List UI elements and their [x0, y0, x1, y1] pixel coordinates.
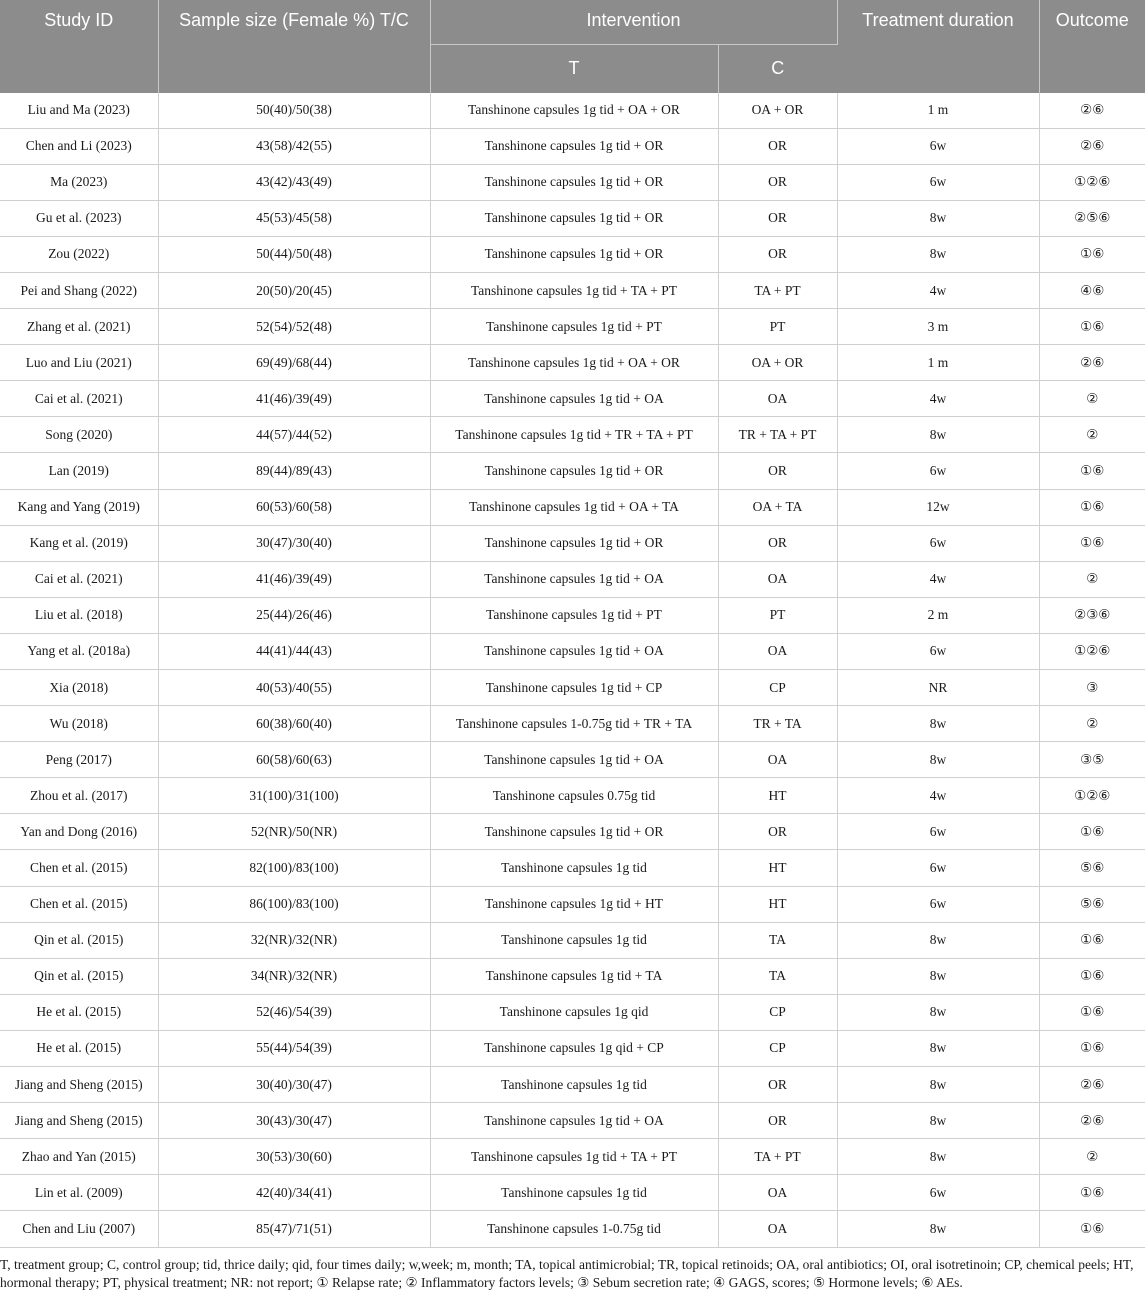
- intervention-t-cell: Tanshinone capsules 1g qid: [430, 994, 718, 1030]
- intervention-c-cell: CP: [718, 670, 837, 706]
- table-row: [0, 417, 1145, 453]
- sample-size-cell: 44(41)/44(43): [158, 633, 430, 669]
- duration-cell: 6w: [837, 850, 1039, 886]
- intervention-t-cell: Tanshinone capsules 1g tid + CP: [430, 670, 718, 706]
- intervention-t-cell: Tanshinone capsules 1g tid + OR: [430, 128, 718, 164]
- intervention-t-cell: Tanshinone capsules 1g tid + OA: [430, 381, 718, 417]
- duration-cell: 6w: [837, 164, 1039, 200]
- sample-size-cell: 50(40)/50(38): [158, 93, 430, 129]
- intervention-c-cell: HT: [718, 886, 837, 922]
- sample-size-cell: 82(100)/83(100): [158, 850, 430, 886]
- study-id-cell: Chen et al. (2015): [0, 886, 158, 922]
- intervention-c-cell: OA: [718, 1211, 837, 1247]
- study-id-cell: Cai et al. (2021): [0, 381, 158, 417]
- sample-size-cell: 30(53)/30(60): [158, 1139, 430, 1175]
- intervention-c-cell: PT: [718, 597, 837, 633]
- duration-cell: 8w: [837, 1211, 1039, 1247]
- duration-cell: 8w: [837, 1030, 1039, 1066]
- study-id-cell: Ma (2023): [0, 164, 158, 200]
- table-body: [0, 93, 1145, 1248]
- table-row: [0, 742, 1145, 778]
- table-row: [0, 381, 1145, 417]
- sample-size-cell: 55(44)/54(39): [158, 1030, 430, 1066]
- table-row: [0, 1139, 1145, 1175]
- outcome-cell: ②⑥: [1039, 1067, 1145, 1103]
- outcome-cell: ①⑥: [1039, 1175, 1145, 1211]
- sample-size-cell: 52(NR)/50(NR): [158, 814, 430, 850]
- intervention-c-cell: OR: [718, 164, 837, 200]
- study-id-cell: Xia (2018): [0, 670, 158, 706]
- sample-size-cell: 60(38)/60(40): [158, 706, 430, 742]
- sample-size-cell: 31(100)/31(100): [158, 778, 430, 814]
- table-row: [0, 128, 1145, 164]
- duration-cell: 3 m: [837, 309, 1039, 345]
- intervention-t-cell: Tanshinone capsules 1g tid + PT: [430, 597, 718, 633]
- intervention-c-cell: TR + TA + PT: [718, 417, 837, 453]
- study-id-cell: Qin et al. (2015): [0, 958, 158, 994]
- table-row: [0, 309, 1145, 345]
- intervention-t-cell: Tanshinone capsules 1g qid + CP: [430, 1030, 718, 1066]
- study-id-cell: Chen and Liu (2007): [0, 1211, 158, 1247]
- study-id-cell: Lin et al. (2009): [0, 1175, 158, 1211]
- intervention-c-cell: TA: [718, 922, 837, 958]
- header-intervention-c: C: [718, 44, 837, 93]
- outcome-cell: ②③⑥: [1039, 597, 1145, 633]
- outcome-cell: ②: [1039, 706, 1145, 742]
- table-row: [0, 1030, 1145, 1066]
- header-outcome: Outcome: [1039, 0, 1145, 93]
- intervention-c-cell: PT: [718, 309, 837, 345]
- outcome-cell: ③⑤: [1039, 742, 1145, 778]
- sample-size-cell: 40(53)/40(55): [158, 670, 430, 706]
- outcome-cell: ①⑥: [1039, 958, 1145, 994]
- outcome-cell: ①⑥: [1039, 1211, 1145, 1247]
- study-id-cell: Peng (2017): [0, 742, 158, 778]
- outcome-cell: ②⑥: [1039, 1103, 1145, 1139]
- duration-cell: 6w: [837, 814, 1039, 850]
- study-id-cell: Zou (2022): [0, 236, 158, 272]
- duration-cell: 8w: [837, 742, 1039, 778]
- intervention-t-cell: Tanshinone capsules 1g tid + OA: [430, 633, 718, 669]
- outcome-cell: ①⑥: [1039, 309, 1145, 345]
- sample-size-cell: 50(44)/50(48): [158, 236, 430, 272]
- table-row: [0, 597, 1145, 633]
- header-intervention-t: T: [430, 44, 718, 93]
- intervention-t-cell: Tanshinone capsules 1g tid + OR: [430, 200, 718, 236]
- intervention-c-cell: OR: [718, 1067, 837, 1103]
- table-row: [0, 561, 1145, 597]
- study-id-cell: Luo and Liu (2021): [0, 345, 158, 381]
- intervention-t-cell: Tanshinone capsules 1g tid + OA: [430, 561, 718, 597]
- duration-cell: 8w: [837, 958, 1039, 994]
- table-row: [0, 850, 1145, 886]
- intervention-c-cell: HT: [718, 778, 837, 814]
- intervention-t-cell: Tanshinone capsules 1g tid + OA + OR: [430, 93, 718, 129]
- outcome-cell: ②⑥: [1039, 128, 1145, 164]
- duration-cell: 8w: [837, 922, 1039, 958]
- outcome-cell: ①②⑥: [1039, 164, 1145, 200]
- sample-size-cell: 60(58)/60(63): [158, 742, 430, 778]
- intervention-c-cell: OR: [718, 525, 837, 561]
- duration-cell: 1 m: [837, 93, 1039, 129]
- table-row: [0, 814, 1145, 850]
- intervention-t-cell: Tanshinone capsules 1g tid + OR: [430, 236, 718, 272]
- duration-cell: 1 m: [837, 345, 1039, 381]
- duration-cell: 8w: [837, 417, 1039, 453]
- duration-cell: 8w: [837, 1103, 1039, 1139]
- intervention-c-cell: OA + OR: [718, 93, 837, 129]
- sample-size-cell: 43(58)/42(55): [158, 128, 430, 164]
- sample-size-cell: 25(44)/26(46): [158, 597, 430, 633]
- sample-size-cell: 52(54)/52(48): [158, 309, 430, 345]
- intervention-c-cell: OR: [718, 814, 837, 850]
- study-id-cell: He et al. (2015): [0, 994, 158, 1030]
- intervention-t-cell: Tanshinone capsules 1g tid + OR: [430, 453, 718, 489]
- intervention-t-cell: Tanshinone capsules 1g tid + TR + TA + PT: [430, 417, 718, 453]
- study-id-cell: Gu et al. (2023): [0, 200, 158, 236]
- intervention-t-cell: Tanshinone capsules 1g tid: [430, 850, 718, 886]
- intervention-c-cell: TA: [718, 958, 837, 994]
- duration-cell: 8w: [837, 1139, 1039, 1175]
- intervention-c-cell: OA: [718, 1175, 837, 1211]
- sample-size-cell: 30(40)/30(47): [158, 1067, 430, 1103]
- study-id-cell: Zhao and Yan (2015): [0, 1139, 158, 1175]
- table-row: [0, 633, 1145, 669]
- table-footnote: T, treatment group; C, control group; tid, thrice daily; qid, four times daily; w,week; m, month; TA, topical antimicrobial; TR, topical retinoids; OA, oral antibiotics; OI, oral isotretinoin; CP, chemical peels; HT, hormonal therapy; PT, physical treatment; NR: not report; ① Relapse rate; ② Inflammatory factors levels; ③ Sebum secretion rate; ④ GAGS, scores; ⑤ Hormone levels; ⑥ AEs.: [0, 1256, 1134, 1290]
- study-id-cell: Liu and Ma (2023): [0, 93, 158, 129]
- header-sample-size: Sample size (Female %) T/C: [158, 0, 430, 93]
- intervention-c-cell: OR: [718, 1103, 837, 1139]
- intervention-t-cell: Tanshinone capsules 1g tid + HT: [430, 886, 718, 922]
- study-id-cell: Song (2020): [0, 417, 158, 453]
- outcome-cell: ①⑥: [1039, 1030, 1145, 1066]
- duration-cell: 6w: [837, 633, 1039, 669]
- sample-size-cell: 89(44)/89(43): [158, 453, 430, 489]
- table-row: [0, 489, 1145, 525]
- duration-cell: 8w: [837, 200, 1039, 236]
- outcome-cell: ①⑥: [1039, 525, 1145, 561]
- sample-size-cell: 30(47)/30(40): [158, 525, 430, 561]
- study-id-cell: Zhou et al. (2017): [0, 778, 158, 814]
- study-id-cell: Kang and Yang (2019): [0, 489, 158, 525]
- table-row: [0, 670, 1145, 706]
- outcome-cell: ①⑥: [1039, 453, 1145, 489]
- table-row: [0, 93, 1145, 129]
- table-row: [0, 1103, 1145, 1139]
- outcome-cell: ①⑥: [1039, 236, 1145, 272]
- sample-size-cell: 52(46)/54(39): [158, 994, 430, 1030]
- intervention-c-cell: TR + TA: [718, 706, 837, 742]
- study-id-cell: Wu (2018): [0, 706, 158, 742]
- intervention-t-cell: Tanshinone capsules 1g tid + OA: [430, 742, 718, 778]
- study-id-cell: Lan (2019): [0, 453, 158, 489]
- outcome-cell: ⑤⑥: [1039, 850, 1145, 886]
- study-id-cell: Kang et al. (2019): [0, 525, 158, 561]
- outcome-cell: ①②⑥: [1039, 633, 1145, 669]
- study-id-cell: Jiang and Sheng (2015): [0, 1103, 158, 1139]
- outcome-cell: ①⑥: [1039, 489, 1145, 525]
- intervention-c-cell: TA + PT: [718, 1139, 837, 1175]
- intervention-t-cell: Tanshinone capsules 1g tid + OR: [430, 814, 718, 850]
- table-row: [0, 706, 1145, 742]
- outcome-cell: ⑤⑥: [1039, 886, 1145, 922]
- sample-size-cell: 41(46)/39(49): [158, 381, 430, 417]
- outcome-cell: ①⑥: [1039, 922, 1145, 958]
- intervention-t-cell: Tanshinone capsules 0.75g tid: [430, 778, 718, 814]
- duration-cell: 4w: [837, 272, 1039, 308]
- study-id-cell: Zhang et al. (2021): [0, 309, 158, 345]
- sample-size-cell: 43(42)/43(49): [158, 164, 430, 200]
- table-row: [0, 200, 1145, 236]
- sample-size-cell: 45(53)/45(58): [158, 200, 430, 236]
- intervention-c-cell: OA: [718, 633, 837, 669]
- duration-cell: 6w: [837, 453, 1039, 489]
- intervention-t-cell: Tanshinone capsules 1g tid + OR: [430, 164, 718, 200]
- outcome-cell: ①⑥: [1039, 814, 1145, 850]
- sample-size-cell: 60(53)/60(58): [158, 489, 430, 525]
- intervention-t-cell: Tanshinone capsules 1g tid: [430, 1067, 718, 1103]
- sample-size-cell: 44(57)/44(52): [158, 417, 430, 453]
- table-row: [0, 994, 1145, 1030]
- table-row: [0, 886, 1145, 922]
- intervention-t-cell: Tanshinone capsules 1g tid + TA: [430, 958, 718, 994]
- table-row: [0, 778, 1145, 814]
- duration-cell: 4w: [837, 561, 1039, 597]
- intervention-c-cell: OR: [718, 453, 837, 489]
- study-id-cell: Yang et al. (2018a): [0, 633, 158, 669]
- table-row: [0, 1175, 1145, 1211]
- intervention-c-cell: OR: [718, 128, 837, 164]
- study-id-cell: Chen and Li (2023): [0, 128, 158, 164]
- outcome-cell: ②: [1039, 561, 1145, 597]
- duration-cell: 12w: [837, 489, 1039, 525]
- sample-size-cell: 86(100)/83(100): [158, 886, 430, 922]
- intervention-c-cell: CP: [718, 994, 837, 1030]
- intervention-t-cell: Tanshinone capsules 1g tid + TA + PT: [430, 272, 718, 308]
- outcome-cell: ②⑥: [1039, 93, 1145, 129]
- intervention-t-cell: Tanshinone capsules 1g tid + OR: [430, 525, 718, 561]
- duration-cell: 6w: [837, 1175, 1039, 1211]
- intervention-c-cell: OR: [718, 236, 837, 272]
- intervention-c-cell: TA + PT: [718, 272, 837, 308]
- header-study-id: Study ID: [0, 0, 158, 93]
- intervention-t-cell: Tanshinone capsules 1-0.75g tid: [430, 1211, 718, 1247]
- header-treatment-duration: Treatment duration: [837, 0, 1039, 93]
- study-id-cell: Cai et al. (2021): [0, 561, 158, 597]
- intervention-t-cell: Tanshinone capsules 1g tid: [430, 922, 718, 958]
- outcome-cell: ①⑥: [1039, 994, 1145, 1030]
- intervention-t-cell: Tanshinone capsules 1g tid + OA + OR: [430, 345, 718, 381]
- duration-cell: 6w: [837, 525, 1039, 561]
- sample-size-cell: 42(40)/34(41): [158, 1175, 430, 1211]
- table-row: [0, 525, 1145, 561]
- study-id-cell: Liu et al. (2018): [0, 597, 158, 633]
- intervention-t-cell: Tanshinone capsules 1g tid + OA: [430, 1103, 718, 1139]
- table-row: [0, 922, 1145, 958]
- study-id-cell: Chen et al. (2015): [0, 850, 158, 886]
- sample-size-cell: 30(43)/30(47): [158, 1103, 430, 1139]
- sample-size-cell: 32(NR)/32(NR): [158, 922, 430, 958]
- duration-cell: 4w: [837, 778, 1039, 814]
- intervention-c-cell: OA: [718, 742, 837, 778]
- intervention-t-cell: Tanshinone capsules 1-0.75g tid + TR + TA: [430, 706, 718, 742]
- study-id-cell: Pei and Shang (2022): [0, 272, 158, 308]
- outcome-cell: ③: [1039, 670, 1145, 706]
- duration-cell: 8w: [837, 236, 1039, 272]
- intervention-t-cell: Tanshinone capsules 1g tid + TA + PT: [430, 1139, 718, 1175]
- intervention-t-cell: Tanshinone capsules 1g tid + PT: [430, 309, 718, 345]
- table-row: [0, 453, 1145, 489]
- outcome-cell: ④⑥: [1039, 272, 1145, 308]
- duration-cell: 8w: [837, 994, 1039, 1030]
- outcome-cell: ②: [1039, 417, 1145, 453]
- study-id-cell: He et al. (2015): [0, 1030, 158, 1066]
- study-id-cell: Yan and Dong (2016): [0, 814, 158, 850]
- duration-cell: NR: [837, 670, 1039, 706]
- table-row: [0, 958, 1145, 994]
- study-id-cell: Jiang and Sheng (2015): [0, 1067, 158, 1103]
- header-intervention: Intervention: [430, 0, 837, 44]
- intervention-c-cell: HT: [718, 850, 837, 886]
- table-row: [0, 1067, 1145, 1103]
- intervention-t-cell: Tanshinone capsules 1g tid: [430, 1175, 718, 1211]
- outcome-cell: ②⑤⑥: [1039, 200, 1145, 236]
- duration-cell: 6w: [837, 886, 1039, 922]
- outcome-cell: ②: [1039, 1139, 1145, 1175]
- table-row: [0, 164, 1145, 200]
- duration-cell: 4w: [837, 381, 1039, 417]
- table-row: [0, 272, 1145, 308]
- intervention-c-cell: OA + OR: [718, 345, 837, 381]
- intervention-t-cell: Tanshinone capsules 1g tid + OA + TA: [430, 489, 718, 525]
- study-id-cell: Qin et al. (2015): [0, 922, 158, 958]
- sample-size-cell: 20(50)/20(45): [158, 272, 430, 308]
- sample-size-cell: 69(49)/68(44): [158, 345, 430, 381]
- table-row: [0, 345, 1145, 381]
- sample-size-cell: 34(NR)/32(NR): [158, 958, 430, 994]
- outcome-cell: ②⑥: [1039, 345, 1145, 381]
- sample-size-cell: 85(47)/71(51): [158, 1211, 430, 1247]
- duration-cell: 8w: [837, 706, 1039, 742]
- intervention-c-cell: CP: [718, 1030, 837, 1066]
- intervention-c-cell: OR: [718, 200, 837, 236]
- sample-size-cell: 41(46)/39(49): [158, 561, 430, 597]
- duration-cell: 8w: [837, 1067, 1039, 1103]
- intervention-c-cell: OA: [718, 381, 837, 417]
- outcome-cell: ②: [1039, 381, 1145, 417]
- duration-cell: 6w: [837, 128, 1039, 164]
- intervention-c-cell: OA: [718, 561, 837, 597]
- table-row: [0, 236, 1145, 272]
- intervention-c-cell: OA + TA: [718, 489, 837, 525]
- outcome-cell: ①②⑥: [1039, 778, 1145, 814]
- duration-cell: 2 m: [837, 597, 1039, 633]
- table-row: [0, 1211, 1145, 1247]
